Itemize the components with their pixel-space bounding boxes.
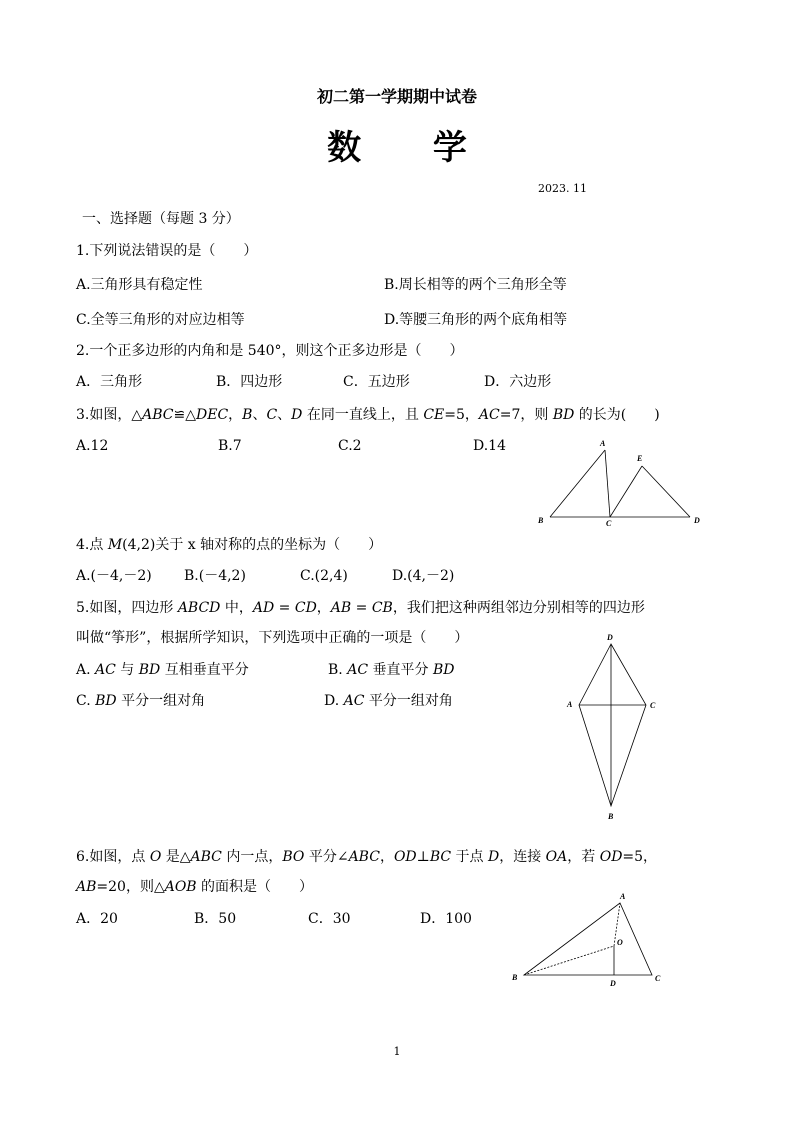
q3-option-c: C.2	[338, 438, 362, 454]
q5-option-a: A. AC 与 BD 互相垂直平分	[76, 662, 249, 678]
q6-stem-line1: 6.如图，点 O 是△ABC 内一点，BO 平分∠ABC，OD⊥BC 于点 D，连接 OA，若 OD=5，	[76, 849, 658, 865]
q6-label-b: B	[512, 973, 518, 982]
exam-date: 2023. 11	[538, 182, 587, 195]
page-number: 1	[393, 1045, 401, 1058]
q4-option-a: A.(－4,－2)	[76, 568, 152, 584]
q5-option-b: B. AC 垂直平分 BD	[328, 662, 455, 678]
q3-triangle-figure	[530, 434, 710, 530]
q5-kite-figure	[560, 628, 670, 824]
q6-label-a: A	[620, 892, 626, 901]
subject-title: 数 学	[327, 128, 497, 168]
q5-option-d: D. AC 平分一组对角	[324, 693, 453, 709]
q1-option-b: B.周长相等的两个三角形全等	[384, 277, 567, 293]
q6-option-a: A．20	[76, 911, 118, 927]
q6-triangle-figure	[506, 886, 676, 998]
q3-option-b: B.7	[218, 438, 242, 454]
q5-option-c: C. BD 平分一组对角	[76, 693, 206, 709]
q2-option-d: D．六边形	[484, 374, 552, 390]
q2-option-a: A．三角形	[76, 374, 143, 390]
q5-stem-line2: 叫做“筝形”，根据所学知识，下列选项中正确的一项是（ ）	[76, 630, 469, 646]
q3-label-a: A	[600, 439, 606, 448]
q6-label-d: D	[610, 979, 616, 988]
q1-option-c: C.全等三角形的对应边相等	[76, 312, 245, 328]
q1-option-a: A.三角形具有稳定性	[76, 277, 203, 293]
q6-option-b: B．50	[194, 911, 237, 927]
q3-option-a: A.12	[76, 438, 109, 454]
q4-option-b: B.(－4,2)	[184, 568, 246, 584]
q6-stem-line2: AB=20，则△AOB 的面积是（ ）	[76, 879, 314, 895]
q3-label-c: C	[606, 519, 612, 528]
q6-label-o: O	[617, 938, 623, 947]
q6-option-c: C．30	[308, 911, 351, 927]
q2-option-b: B．四边形	[216, 374, 283, 390]
q6-label-c: C	[655, 974, 661, 983]
q1-option-d: D.等腰三角形的两个底角相等	[384, 312, 568, 328]
q3-label-b: B	[538, 516, 544, 525]
q6-option-d: D．100	[420, 911, 472, 927]
q2-option-c: C．五边形	[343, 374, 410, 390]
q5-label-b: B	[608, 812, 614, 821]
q4-option-c: C.(2,4)	[300, 568, 348, 584]
q5-label-a: A	[567, 700, 573, 709]
exam-title: 初二第一学期期中试卷	[316, 87, 477, 106]
q4-stem: 4.点 M(4,2)关于 x 轴对称的点的坐标为（ ）	[76, 537, 383, 553]
q5-label-d: D	[607, 633, 613, 642]
section-heading: 一、选择题（每题 3 分）	[82, 211, 240, 227]
q1-stem: 1.下列说法错误的是（ ）	[76, 243, 258, 259]
q3-option-d: D.14	[473, 438, 506, 454]
q3-label-e: E	[637, 454, 643, 463]
q5-label-c: C	[650, 701, 656, 710]
q2-stem: 2.一个正多边形的内角和是 540°，则这个正多边形是（ ）	[76, 343, 464, 359]
q3-label-d: D	[694, 516, 700, 525]
q5-stem-line1: 5.如图，四边形 ABCD 中，AD = CD，AB = CB，我们把这种两组邻边分别相等的四边形	[76, 600, 645, 616]
q4-option-d: D.(4,－2)	[392, 568, 455, 584]
q3-stem: 3.如图，△ABC≌△DEC，B、C、D 在同一直线上，且 CE=5，AC=7，则 BD 的长为( )	[76, 407, 660, 423]
